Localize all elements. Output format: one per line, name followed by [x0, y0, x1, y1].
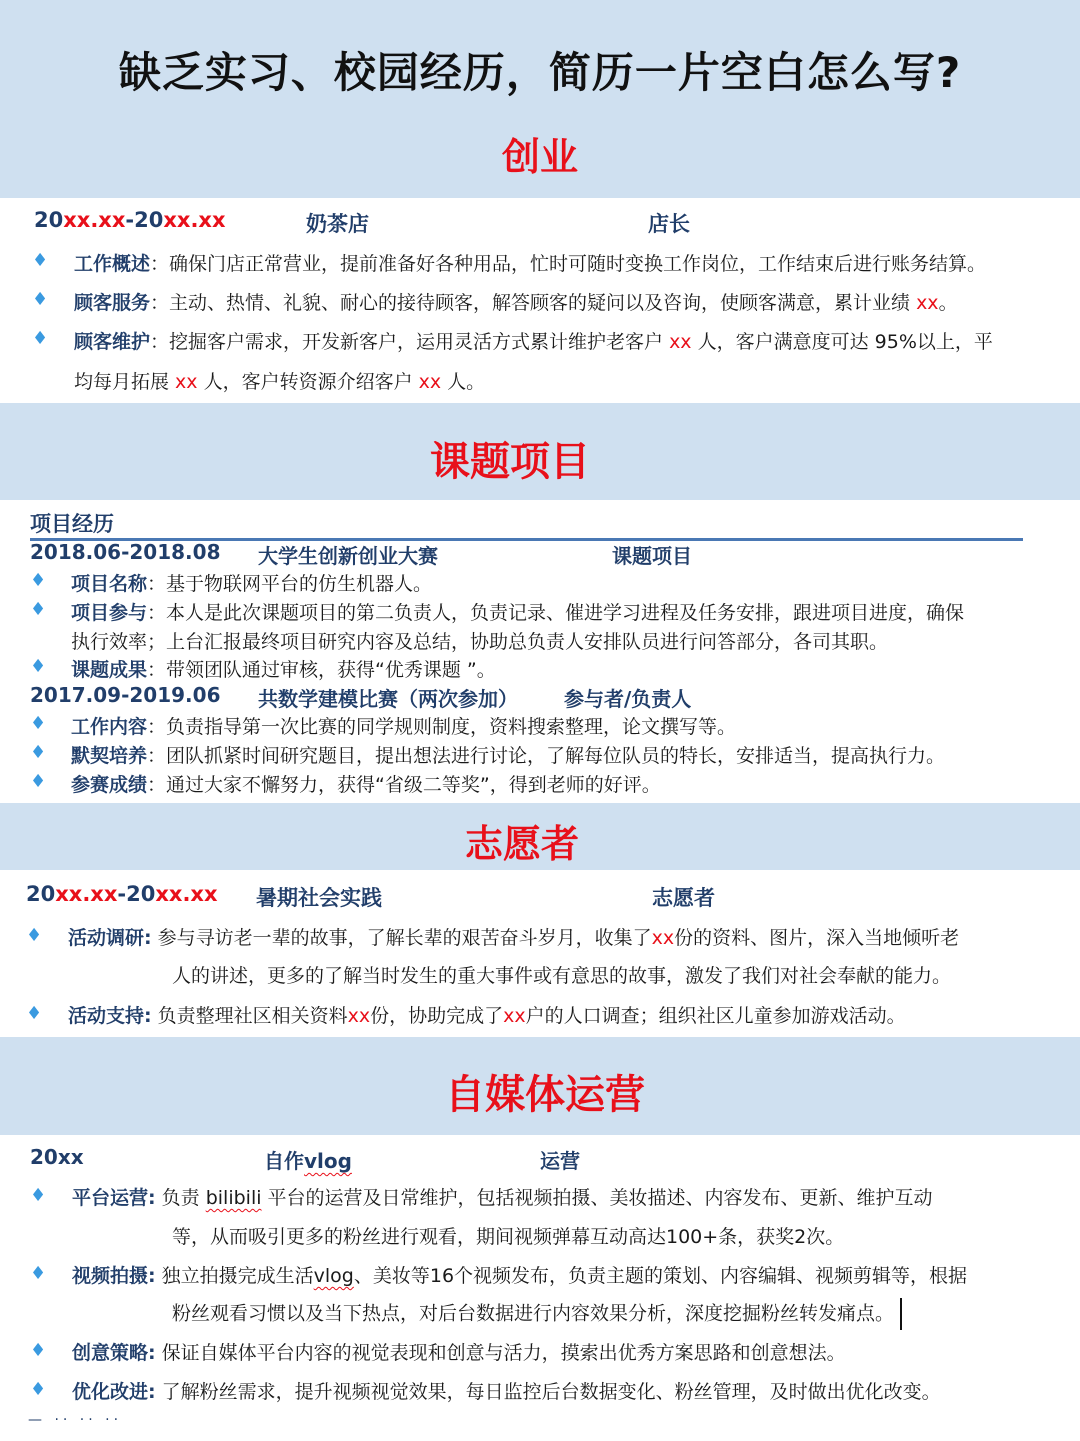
item-label: 活动支持:: [68, 1005, 152, 1027]
startup-entry-header: [34, 208, 226, 232]
item-text: 均每月拓展: [74, 371, 176, 393]
item-label: 优化改进:: [72, 1381, 156, 1403]
bullet-icon: ♦: [30, 742, 47, 763]
placeholder-value: xx: [916, 292, 939, 314]
item-text: ：团队抓紧时间研究题目，提出想法进行讨论，了解每位队员的特长，安排适当，提高执行力。: [147, 745, 946, 767]
project1-date: 2018.06-2018.08: [30, 540, 221, 564]
project1-item-participation: [71, 598, 964, 625]
item-label: 项目参与: [71, 602, 148, 624]
date-placeholder: xx.xx: [55, 882, 118, 906]
item-text: 份，协助完成了: [370, 1005, 504, 1027]
bullet-icon: ♦: [32, 328, 49, 349]
item-text: 保证自媒体平台内容的视觉表现和创意与活力，摸索出优秀方案思路和创意想法。: [155, 1342, 846, 1364]
item-text: 粉丝观看习惯以及当下热点，对后台数据进行内容效果分析，深度挖掘粉丝转发痛点。: [172, 1302, 895, 1325]
item-label: 默契培养: [71, 745, 148, 767]
bullet-icon: ♦: [32, 289, 49, 310]
volunteer-item-research-line2: 人的讲述，更多的了解当时发生的重大事件或有意思的故事，激发了我们对社会奉献的能力。: [172, 965, 952, 987]
spellcheck-word: vlog: [304, 1149, 352, 1173]
org-text: 自作: [264, 1149, 304, 1173]
startup-item-maintenance-line2: [74, 367, 485, 394]
item-label: 工作概述: [74, 253, 151, 275]
page-title: 缺乏实习、校园经历，简历一片空白怎么写?: [118, 48, 962, 97]
project2-org: 共数学建模比赛（两次参加）: [258, 687, 518, 711]
item-label: 课题成果: [71, 659, 148, 681]
date-prefix: 20: [26, 882, 56, 906]
media-item-platform: [72, 1183, 933, 1210]
media-item-platform-line2: 等，从而吸引更多的粉丝进行观看，期间视频弹幕互动高达100+条，获奖2次。: [172, 1226, 845, 1248]
volunteer-item-support: [68, 1001, 906, 1028]
item-text: 份的资料、图片，深入当地倾听老: [674, 927, 960, 949]
item-text: ：挖掘客户需求，开发新客户，运用灵活方式累计维护老客户: [150, 331, 670, 353]
item-label: 顾客服务: [74, 292, 151, 314]
item-text: ：主动、热情、礼貌、耐心的接待顾客，解答顾客的疑问以及咨询，使顾客满意，累计业绩: [150, 292, 917, 314]
date-sep: -20: [125, 208, 164, 232]
project2-item-award: [71, 770, 661, 797]
item-text: 人，客户转资源介绍客户: [197, 371, 419, 393]
item-label: 视频拍摄:: [72, 1265, 156, 1287]
item-label: 活动调研:: [68, 927, 152, 949]
section-heading-volunteer: 志愿者: [464, 822, 579, 866]
project1-org: 大学生创新创业大赛: [258, 544, 438, 568]
item-label: 创意策略:: [72, 1342, 156, 1364]
project2-item-teamwork: [71, 741, 945, 768]
volunteer-entry-header: [26, 882, 218, 906]
startup-org: 奶茶店: [306, 212, 369, 236]
item-text: ：基于物联网平台的仿生机器人。: [147, 573, 433, 595]
item-text: 人，客户满意度可达 95%以上，平: [691, 331, 993, 353]
item-text: 、美妆等16个视频发布，负责主题的策划、内容编辑、视频剪辑等，根据: [353, 1265, 968, 1287]
project2-date: 2017.09-2019.06: [30, 683, 221, 707]
date-placeholder: xx.xx: [163, 208, 226, 232]
item-text: 独立拍摄完成生活: [155, 1265, 314, 1287]
item-text: 户的人口调查；组织社区儿童参加游戏活动。: [525, 1005, 906, 1027]
item-text: ：通过大家不懈努力，获得“省级二等奖”，得到老师的好评。: [147, 774, 661, 796]
placeholder-value: xx: [418, 371, 442, 393]
media-item-filming-line2: [172, 1298, 902, 1330]
bullet-icon: ♦: [30, 1185, 47, 1206]
text-cursor: [900, 1298, 902, 1330]
date-prefix: 20: [34, 208, 64, 232]
media-org: [264, 1145, 352, 1174]
media-item-strategy: [72, 1338, 846, 1365]
bullet-icon: ♦: [30, 771, 47, 792]
bullet-icon: ♦: [30, 656, 47, 677]
item-label: 平台运营:: [72, 1187, 156, 1209]
bullet-icon: ♦: [32, 250, 49, 271]
item-text: 人。: [441, 371, 486, 393]
item-text: ：确保门店正常营业，提前准备好各种用品，忙时可随时变换工作岗位，工作结束后进行账务结算。: [150, 253, 987, 275]
item-text: 负责整理社区相关资料: [151, 1005, 348, 1027]
bullet-icon: ♦: [30, 570, 47, 591]
item-text: 了解粉丝需求，提升视频视觉效果，每日监控后台数据变化、粉丝管理，及时做出优化改变。: [155, 1381, 941, 1403]
item-text: 平台的运营及日常维护，包括视频拍摄、美妆描述、内容发布、更新、维护互动: [261, 1187, 933, 1209]
startup-item-service: [74, 288, 958, 315]
date-sep: -20: [117, 882, 156, 906]
cutoff-heading-remnant: — ·· ·· ··: [28, 1412, 123, 1428]
item-label: 参赛成绩: [71, 774, 148, 796]
section-heading-media: 自媒体运营: [445, 1072, 645, 1118]
bullet-icon: ♦: [26, 925, 43, 946]
bullet-icon: ♦: [30, 599, 47, 620]
item-text: ：带领团队通过审核，获得“优秀课题 ”。: [147, 659, 496, 681]
item-text: ：本人是此次课题项目的第二负责人，负责记录、催进学习进程及任务安排，跟进项目进度，确保: [147, 602, 965, 624]
volunteer-org: 暑期社会实践: [256, 886, 382, 910]
item-text: ：负责指导第一次比赛的同学规则制度，资料搜索整理，论文撰写等。: [147, 716, 737, 738]
placeholder-value: xx: [669, 331, 692, 353]
bullet-icon: ♦: [30, 1263, 47, 1284]
item-label: 顾客维护: [74, 331, 151, 353]
item-text: 参与寻访老一辈的故事，了解长辈的艰苦奋斗岁月，收集了: [151, 927, 652, 949]
spellcheck-word: vlog: [313, 1265, 354, 1287]
placeholder-value: xx: [651, 927, 675, 949]
spellcheck-word: bilibili: [205, 1187, 262, 1209]
section-heading-project: 课题项目: [430, 439, 590, 485]
item-label: 工作内容: [71, 716, 148, 738]
media-date: 20xx: [30, 1145, 84, 1169]
item-text: 。: [938, 292, 958, 314]
project-subheading: 项目经历: [30, 512, 114, 536]
startup-item-maintenance: [74, 327, 993, 354]
placeholder-value: xx: [175, 371, 198, 393]
placeholder-value: xx: [503, 1005, 526, 1027]
media-item-optimization: [72, 1377, 941, 1404]
placeholder-value: xx: [347, 1005, 371, 1027]
bullet-icon: ♦: [26, 1003, 43, 1024]
item-label: 项目名称: [71, 573, 148, 595]
project1-item-participation-line2: 执行效率；上台汇报最终项目研究内容及总结，协助总负责人安排队员进行问答部分，各司其职。: [71, 631, 889, 653]
project1-item-name: [71, 569, 432, 596]
project1-item-result: [71, 655, 496, 682]
project2-item-work: [71, 712, 736, 739]
media-item-filming: [72, 1261, 967, 1288]
date-placeholder: xx.xx: [63, 208, 126, 232]
bullet-icon: ♦: [30, 1340, 47, 1361]
project2-role: 参与者/负责人: [564, 687, 692, 711]
bullet-icon: ♦: [30, 713, 47, 734]
media-role: 运营: [540, 1149, 580, 1173]
bullet-icon: ♦: [30, 1379, 47, 1400]
section-heading-startup: 创业: [501, 135, 578, 179]
date-placeholder: xx.xx: [155, 882, 218, 906]
item-text: 负责: [155, 1187, 206, 1209]
startup-item-overview: [74, 249, 986, 276]
project1-role: 课题项目: [612, 544, 692, 568]
volunteer-role: 志愿者: [652, 886, 715, 910]
volunteer-item-research: [68, 923, 959, 950]
startup-role: 店长: [648, 212, 690, 236]
